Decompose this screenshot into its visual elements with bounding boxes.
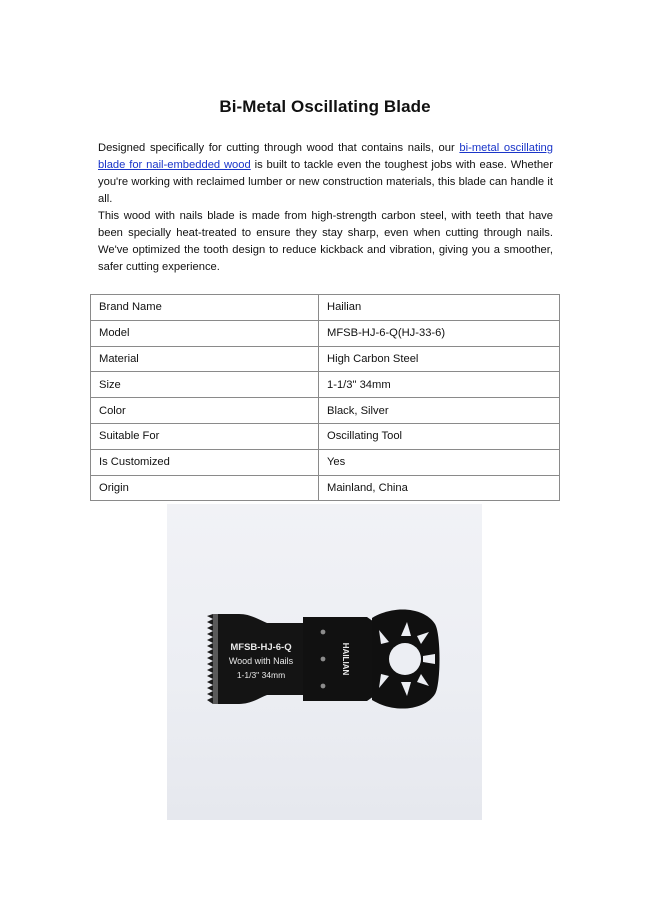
spec-label: Suitable For (91, 423, 319, 449)
table-row (91, 423, 560, 449)
spec-value: Oscillating Tool (319, 423, 560, 449)
spec-label: Model (91, 320, 319, 346)
detail-paragraph: This wood with nails blade is made from high-strength carbon steel, with teeth that have been specially heat-treated to ensure they stay sharp, even when cutting through nails. We've optimized the tooth design to reduce kickback and vibration, giving you a smoother, safer cutting experience. (98, 210, 553, 273)
blade-application-print: Wood with Nails (228, 656, 294, 666)
spec-label: Origin (91, 475, 319, 501)
intro-text-after-link: is built to tackle even the toughest jobs with ease. Whether you're working with reclaimed lumber or new construction materials, this blade can handle it all. (98, 159, 553, 205)
spec-table (90, 294, 560, 501)
spec-value: Yes (319, 449, 560, 475)
spec-value: MFSB-HJ-6-Q(HJ-33-6) (319, 320, 560, 346)
table-row (91, 295, 560, 321)
product-photo (167, 504, 482, 820)
spec-value: High Carbon Steel (319, 346, 560, 372)
blade-model-print: MFSB-HJ-6-Q (230, 642, 292, 653)
intro-text-before-link: Designed specifically for cutting through wood that contains nails, our (98, 142, 460, 154)
blade-brand-print: HAILIAN (341, 642, 350, 676)
spec-value: Mainland, China (319, 475, 560, 501)
spec-value: Hailian (319, 295, 560, 321)
spec-label: Material (91, 346, 319, 372)
spec-label: Is Customized (91, 449, 319, 475)
blade-illustration (167, 504, 482, 820)
intro-paragraph (98, 140, 553, 208)
spec-value: 1-1/3" 34mm (319, 372, 560, 398)
table-row (91, 449, 560, 475)
spec-label: Size (91, 372, 319, 398)
description (98, 140, 553, 276)
spec-value: Black, Silver (319, 398, 560, 424)
table-row (91, 346, 560, 372)
spec-label: Color (91, 398, 319, 424)
table-row (91, 398, 560, 424)
table-row (91, 372, 560, 398)
product-link[interactable]: bi-metal oscillating blade for nail-embedded wood (98, 142, 553, 171)
page-title: Bi-Metal Oscillating Blade (219, 97, 431, 116)
blade-size-print: 1-1/3" 34mm (236, 670, 286, 680)
spec-label: Brand Name (91, 295, 319, 321)
table-row (91, 475, 560, 501)
table-row (91, 320, 560, 346)
